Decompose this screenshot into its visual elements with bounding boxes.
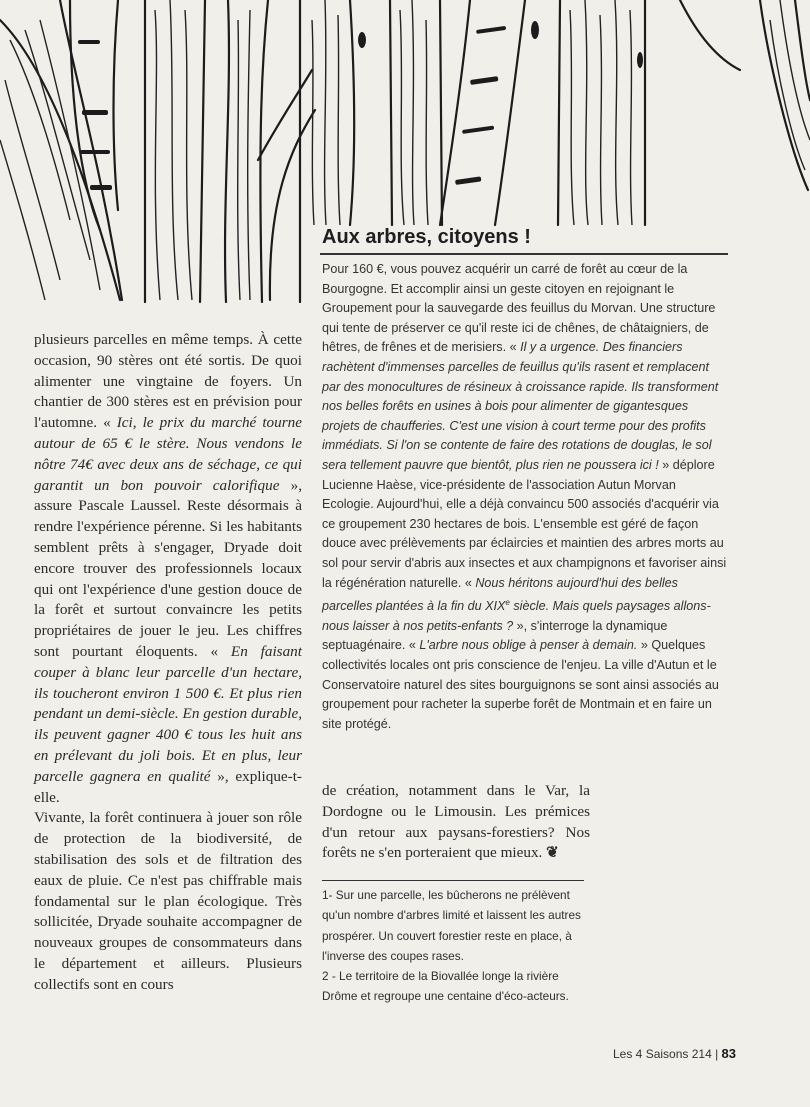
page-number: 83 xyxy=(721,1046,736,1061)
text-run: Pour 160 €, vous pouvez acquérir un carré de forêt au cœur de la Bourgogne. Et accomplir ainsi un geste citoyen en rejoignant le Groupement pour la sauvegarde des feuillus du Morvan. Une structure qui tente de préserver ce qu'il reste ici de chênes, de châtaigniers, de hêtres, de frênes et de merisiers. « xyxy=(322,262,716,355)
text-run: de création, notamment dans le Var, la Dordogne ou le Limousin. Les prémices d'un retour aux paysans-forestiers? Nos forêts ne s'en porteraient que mieux. xyxy=(322,782,590,862)
sidebar-body xyxy=(320,260,728,734)
quote-run: Nous héritons aujourd'hui des belles parcelles plantées à la fin du XIX xyxy=(322,575,678,614)
text-run: plusieurs parcelles en même temps. À cette occasion, 90 stères ont été sortis. De quoi alimenter une vingtaine de foyers. Un chantier de 300 stères est en prévision pour l'automne. « xyxy=(34,331,302,432)
quote-run: siècle. Mais quels paysages allons-nous laisser à nos petits-enfants ? xyxy=(322,599,711,633)
sidebar-box xyxy=(320,226,728,734)
footnotes xyxy=(322,880,584,1007)
text-run: », s'interroge la dynamique septuagénaire. « xyxy=(322,618,668,653)
end-mark-icon: ❦ xyxy=(546,844,559,862)
article-left-column xyxy=(34,330,302,996)
page-folio xyxy=(613,1046,736,1061)
superscript-run: e xyxy=(505,598,510,608)
footnote-1: 1- Sur une parcelle, les bûcherons ne prélèvent qu'un nombre d'arbres limité et laissent les autres prospérer. Un couvert forestier reste en place, à l'inverse des coupes rases. xyxy=(322,888,581,963)
quote-run: En faisant couper à blanc leur parcelle d'un hectare, ils toucheront environ 1 500 €. Et plus rien pendant un demi-siècle. En gestion durable, ils peuvent gagner 400 € tous les huit ans en prélevant du joli bois. Et en plus, leur parcelle gagnera en qualité xyxy=(34,642,302,785)
text-run: » déplore Lucienne Haèse, vice-présidente de l'association Autun Morvan Ecologie. Aujourd'hui, elle a déjà convaincu 500 associés d'acquérir via ce groupement 230 hectares de bois. L'ensemble est géré de façon douce avec prélèvements par éclaircies et maintien des arbres morts au sol pour servir d'abris aux insectes et aux champignons et favoriser ainsi la régénération naturelle. « xyxy=(322,457,727,590)
footnote-2: 2 - Le territoire de la Biovallée longe la rivière Drôme et regroupe une centaine d'éco-acteurs. xyxy=(322,969,569,1004)
sidebar-rule xyxy=(320,253,728,255)
quote-run: Ici, le prix du marché tourne autour de 65 € le stère. Nous vendons le nôtre 74€ avec deux ans de séchage, ce qui garantit un bon pouvoir calorifique xyxy=(34,414,302,494)
sidebar-title: Aux arbres, citoyens ! xyxy=(322,226,531,248)
text-run: » Quelques collectivités locales ont pris conscience de l'enjeu. La ville d'Autun et le Conservatoire naturel des sites bourguignons se sont ainsi associés au groupement pour racheter la superbe forêt de Montmain et en faire un site protégé. xyxy=(322,638,719,731)
left-paragraph-2: Vivante, la forêt continuera à jouer son rôle de protection de la biodiversité, de stabilisation des sols et de filtration des eaux de pluie. Ce n'est pas chiffrable mais fondamental sur le plan écologique. Très sollicitée, Dryade souhaite accompagner de nouveaux groupes de consommateurs dans le département et ailleurs. Plusieurs collectifs sont en cours xyxy=(34,809,302,993)
magazine-issue: Les 4 Saisons 214 | xyxy=(613,1047,719,1061)
quote-run: L'arbre nous oblige à penser à demain. xyxy=(419,638,638,653)
quote-run: Il y a urgence. Des financiers rachètent d'immenses parcelles de feuillus qu'ils rasent et remplacent par des monocultures de résineux à croissance rapide. Ils transforment nos belles forêts en usines à bois pour alimenter de gigantesques projets de chaufferies. C'est une vision à court terme pour des profits immédiats. Si l'on se contente de faire des rotations de douglas, le sol sera tellement pauvre que bientôt, plus rien ne poussera ici ! xyxy=(322,340,719,472)
text-run: », explique-t-elle. xyxy=(34,767,302,806)
text-run: », assure Pascale Laussel. Reste désormais à rendre l'expérience pérenne. Si les habitants semblent prêts à s'engager, Dryade doit encore trouver des professionnels locaux qui ont l'expérience d'une gestion douce de la forêt et surtout convaincre les petits propriétaires de jouer le jeu. Les chiffres sont pourtant éloquents. « xyxy=(34,476,303,660)
article-right-column xyxy=(322,781,590,864)
right-paragraph xyxy=(322,781,590,864)
left-paragraph-1 xyxy=(34,330,302,808)
